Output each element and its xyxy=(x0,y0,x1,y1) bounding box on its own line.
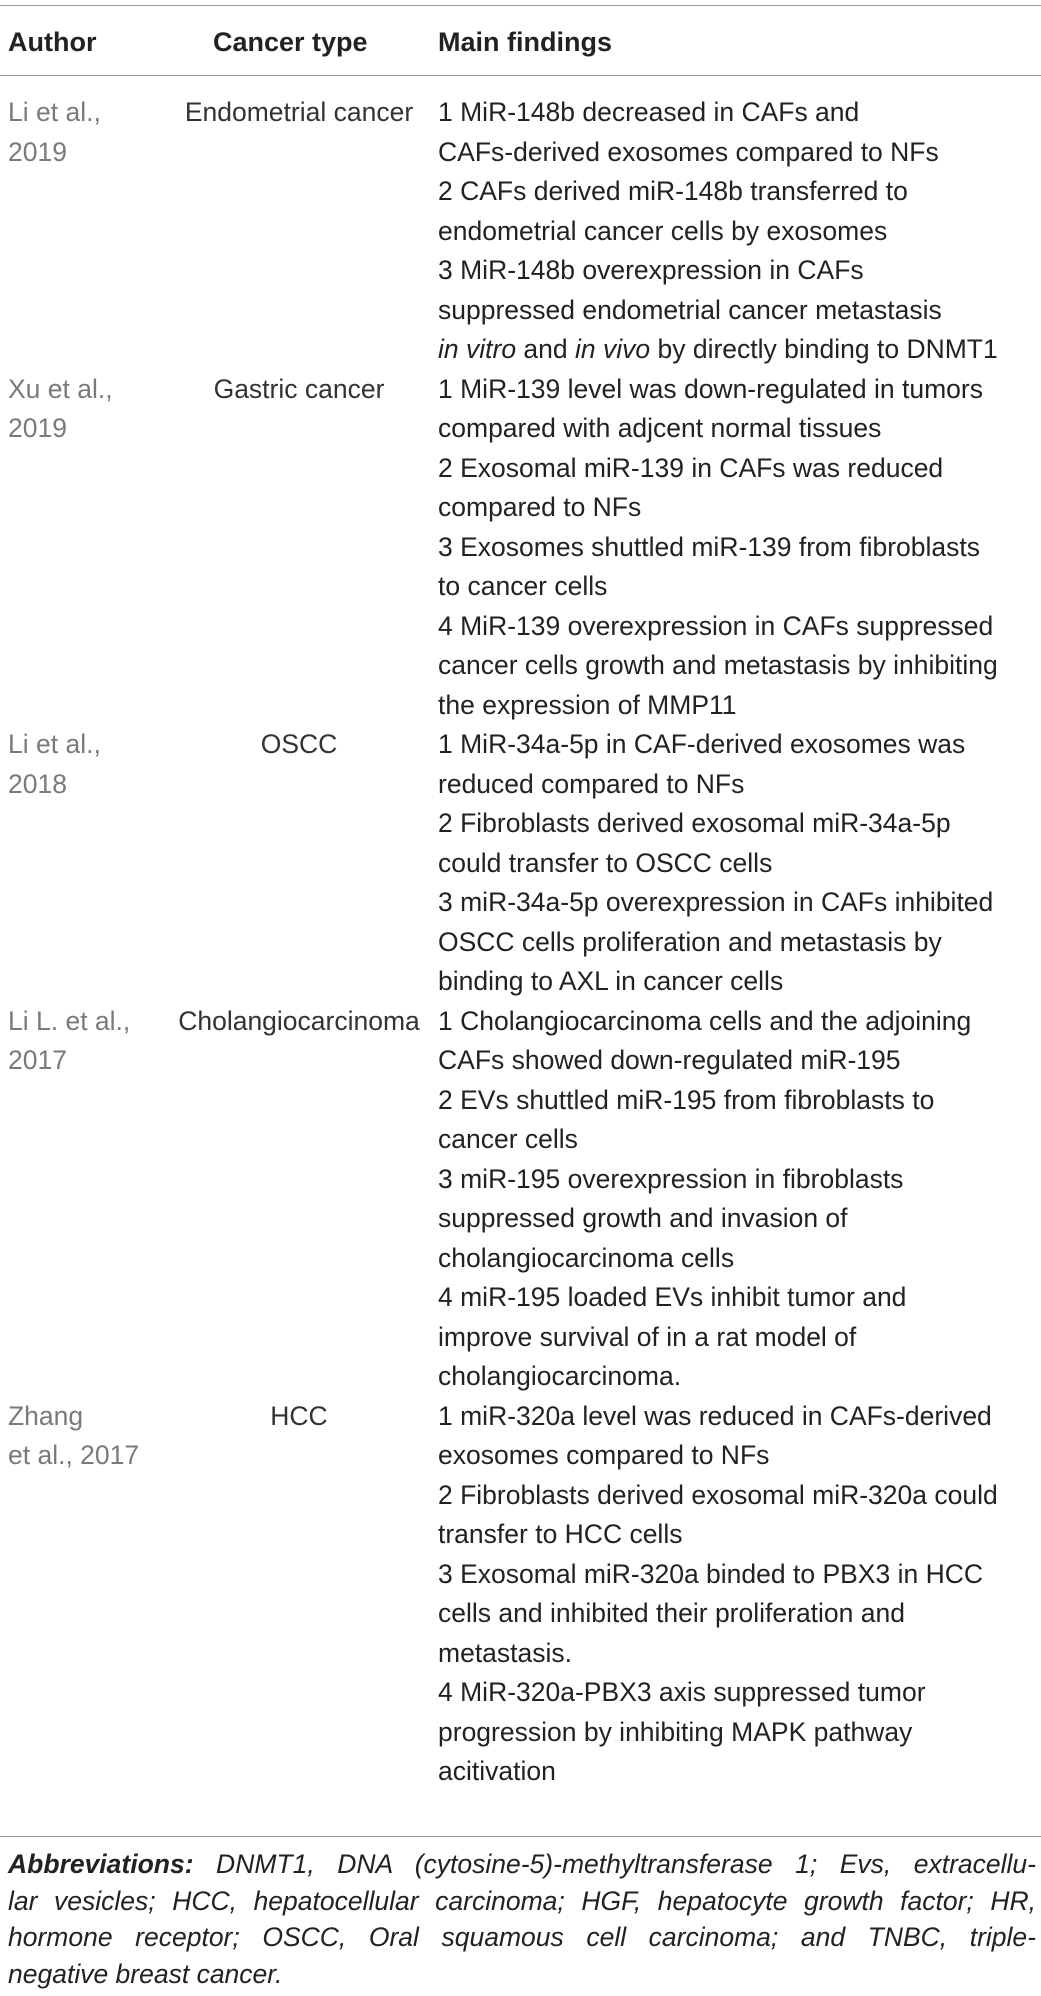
finding-line: 3 miR-34a-5p overexpression in CAFs inhibited xyxy=(438,887,994,917)
finding-line: exosomes compared to NFs xyxy=(438,1440,770,1470)
author-line: 2019 xyxy=(8,413,67,443)
finding-text: by directly binding to DNMT1 xyxy=(650,334,998,364)
cancer-type-cell: Gastric cancer xyxy=(213,373,385,404)
finding-line: endometrial cancer cells by exosomes xyxy=(438,215,888,246)
finding-line: cancer cells xyxy=(438,1124,578,1154)
author-cell xyxy=(8,1397,168,1476)
finding-line: progression by inhibiting MAPK pathway xyxy=(438,1716,913,1747)
finding-line: could transfer to OSCC cells xyxy=(438,847,773,878)
finding-line: 1 MiR-139 level was down-regulated in tumors xyxy=(438,373,983,404)
cancer-type-cell: Cholangiocarcinoma xyxy=(178,1005,420,1036)
table-header xyxy=(0,22,1041,62)
table-row xyxy=(0,1002,1041,1397)
finding-line: 3 Exosomal miR-320a binded to PBX3 in HCC xyxy=(438,1558,983,1589)
author-line: Li et al., xyxy=(8,97,101,127)
finding-line: 4 miR-195 loaded EVs inhibit tumor and xyxy=(438,1282,907,1312)
footnote-label: Abbreviations: xyxy=(8,1849,194,1879)
author-line: Xu et al., xyxy=(8,373,113,404)
finding-line: cells and inhibited their proliferation and xyxy=(438,1598,905,1628)
finding-line: 2 Fibroblasts derived exosomal miR-34a-5p xyxy=(438,808,951,838)
finding-line: suppressed endometrial cancer metastasis xyxy=(438,294,942,325)
italic-in-vivo: in vivo xyxy=(575,334,651,364)
author-cell xyxy=(8,370,168,449)
findings-cell xyxy=(438,1002,1038,1397)
author-cell xyxy=(8,1002,168,1081)
finding-line: OSCC cells proliferation and metastasis by xyxy=(438,926,942,957)
finding-line: CAFs showed down-regulated miR-195 xyxy=(438,1045,901,1075)
cancer-type-cell: Endometrial cancer xyxy=(184,97,414,127)
author-line: 2019 xyxy=(8,136,67,167)
table-row xyxy=(0,93,1041,370)
author-line: Li L. et al., xyxy=(8,1005,131,1036)
finding-line: metastasis. xyxy=(438,1637,573,1668)
abbreviations-footnote xyxy=(8,1846,1036,1992)
finding-line: 3 MiR-148b overexpression in CAFs xyxy=(438,255,864,285)
table-row xyxy=(0,725,1041,1002)
finding-line: cancer cells growth and metastasis by inhibiting xyxy=(438,650,998,680)
header-main-findings: Main findings xyxy=(438,27,612,57)
finding-line: 3 miR-195 overexpression in fibroblasts xyxy=(438,1163,904,1194)
findings-cell xyxy=(438,725,1038,1002)
footnote-rule xyxy=(0,1836,1041,1837)
finding-line: 4 MiR-139 overexpression in CAFs suppressed xyxy=(438,610,994,641)
finding-line: suppressed growth and invasion of xyxy=(438,1203,848,1233)
author-line: et al., 2017 xyxy=(8,1440,140,1470)
finding-line: 2 EVs shuttled miR-195 from fibroblasts to xyxy=(438,1084,935,1115)
header-author: Author xyxy=(8,27,97,57)
cancer-type-cell: OSCC xyxy=(260,729,338,759)
footnote-line: negative breast cancer. xyxy=(8,1958,283,1989)
finding-line: 1 miR-320a level was reduced in CAFs-derived xyxy=(438,1400,992,1431)
findings-cell xyxy=(438,370,1038,726)
header-rule xyxy=(0,75,1041,76)
table-row xyxy=(0,1397,1041,1792)
finding-line: reduced compared to NFs xyxy=(438,768,745,799)
footnote-line xyxy=(8,1846,1036,1883)
table-row xyxy=(0,370,1041,726)
finding-line: 2 Exosomal miR-139 in CAFs was reduced xyxy=(438,452,944,483)
finding-line: the expression of MMP11 xyxy=(438,689,737,720)
finding-line: binding to AXL in cancer cells xyxy=(438,966,784,996)
author-cell xyxy=(8,93,168,172)
author-line: Li et al., xyxy=(8,729,101,759)
finding-line: improve survival of in a rat model of xyxy=(438,1321,857,1352)
finding-line: compared with adjcent normal tissues xyxy=(438,413,882,443)
finding-line: transfer to HCC cells xyxy=(438,1519,683,1549)
finding-line: cholangiocarcinoma cells xyxy=(438,1242,735,1273)
cancer-type-cell: HCC xyxy=(270,1400,328,1431)
finding-line: 4 MiR-320a-PBX3 axis suppressed tumor xyxy=(438,1677,926,1707)
finding-line: cholangiocarcinoma. xyxy=(438,1361,682,1391)
finding-line: acitivation xyxy=(438,1756,556,1786)
finding-line: 2 CAFs derived miR-148b transferred to xyxy=(438,176,908,206)
finding-line: 2 Fibroblasts derived exosomal miR-320a could xyxy=(438,1479,998,1510)
footnote-text: DNMT1, DNA (cytosine-5)-methyltransferase 1; Evs, extracellu- xyxy=(193,1849,1036,1879)
top-rule xyxy=(0,5,1041,6)
author-line: Zhang xyxy=(8,1400,84,1431)
finding-line: 1 Cholangiocarcinoma cells and the adjoining xyxy=(438,1005,972,1036)
finding-line: 3 Exosomes shuttled miR-139 from fibroblasts xyxy=(438,531,980,562)
author-line: 2018 xyxy=(8,768,67,799)
finding-line: 1 MiR-34a-5p in CAF-derived exosomes was xyxy=(438,729,966,759)
finding-line: 1 MiR-148b decreased in CAFs and xyxy=(438,97,860,127)
findings-cell xyxy=(438,1397,1038,1792)
author-line: 2017 xyxy=(8,1045,67,1075)
finding-line: CAFs-derived exosomes compared to NFs xyxy=(438,136,939,167)
findings-cell xyxy=(438,93,1038,370)
italic-in-vitro: in vitro xyxy=(438,334,517,364)
table-body xyxy=(0,93,1041,1792)
author-cell xyxy=(8,725,168,804)
finding-line: compared to NFs xyxy=(438,492,642,522)
finding-line xyxy=(438,330,1038,370)
footnote-line: hormone receptor; OSCC, Oral squamous cell carcinoma; and TNBC, triple- xyxy=(8,1922,1036,1952)
header-cancer-type: Cancer type xyxy=(213,27,368,57)
finding-line: to cancer cells xyxy=(438,571,608,601)
finding-text: and xyxy=(516,334,576,364)
footnote-line: lar vesicles; HCC, hepatocellular carcinoma; HGF, hepatocyte growth factor; HR, xyxy=(8,1885,1036,1916)
